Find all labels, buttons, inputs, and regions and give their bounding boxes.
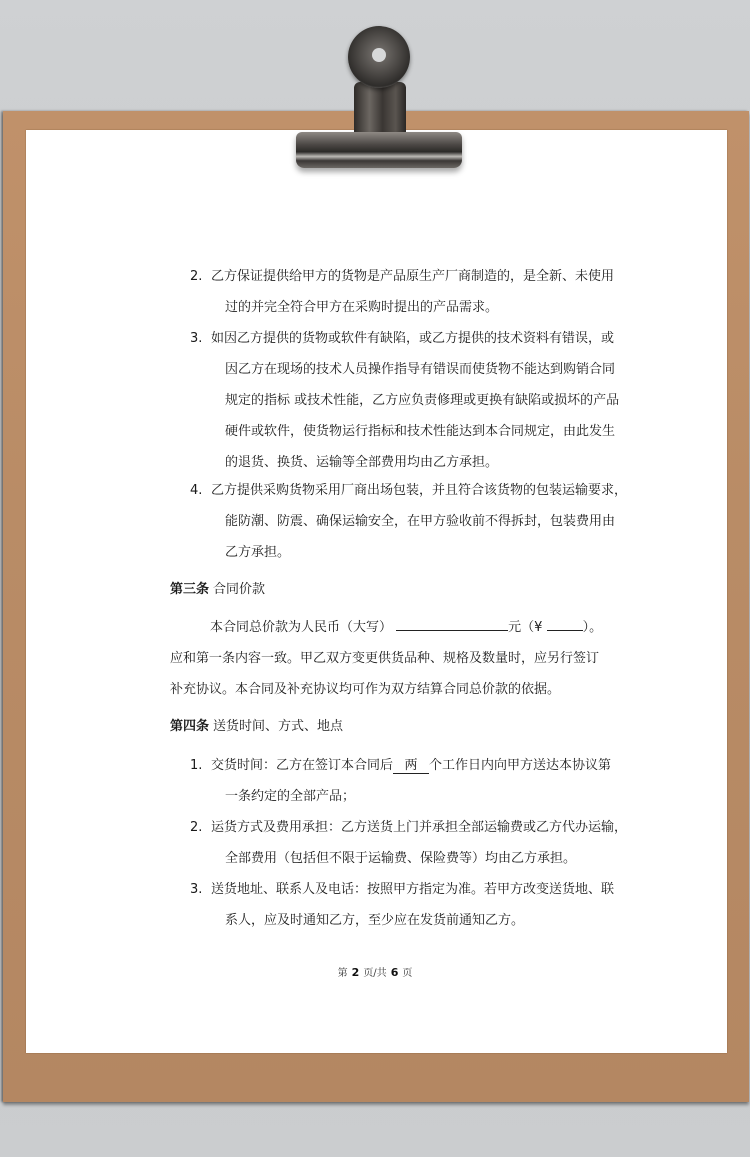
footer-suffix: 页 bbox=[402, 968, 413, 979]
total-pages-number: 6 bbox=[390, 966, 399, 979]
item-line: 乙方提供采购货物采用厂商出场包装，并且符合该货物的包装运输要求， bbox=[211, 483, 628, 498]
item-line: 乙方保证提供给甲方的货物是产品原生产厂商制造的，是全新、未使用 bbox=[211, 269, 615, 284]
current-page-number: 2 bbox=[351, 966, 360, 979]
clause-title: 送货时间、方式、地点 bbox=[213, 719, 344, 734]
item-line: 能防潮、防震、确保运输安全，在甲方验收前不得拆封，包装费用由 bbox=[225, 514, 616, 529]
item-number: 1. bbox=[190, 758, 203, 773]
item-line: 一条约定的全部产品； bbox=[225, 789, 356, 804]
price-words-blank[interactable] bbox=[396, 630, 508, 631]
page-footer bbox=[0, 957, 750, 989]
item-line: 乙方承担。 bbox=[225, 545, 291, 560]
price-prefix: 本合同总价款为人民币（大写） bbox=[210, 620, 393, 635]
item-line: 过的并完全符合甲方在采购时提出的产品需求。 bbox=[225, 300, 499, 315]
item-line: 的退货、换货、运输等全部费用均由乙方承担。 bbox=[225, 455, 499, 470]
clause-label: 第三条 bbox=[170, 582, 210, 597]
delivery-time-suffix: 个工作日内向甲方送达本协议第 bbox=[429, 758, 612, 773]
section-heading-clause3 bbox=[170, 574, 265, 605]
item-line: 系人，应及时通知乙方，至少应在发货前通知乙方。 bbox=[225, 913, 525, 928]
item-line: 运货方式及费用承担：乙方送货上门并承担全部运输费或乙方代办运输， bbox=[211, 820, 628, 835]
price-line bbox=[170, 612, 603, 643]
paragraph-line: 应和第一条内容一致。甲乙双方变更供货品种、规格及数量时，应另行签订 bbox=[170, 651, 600, 666]
item-line: 全部费用（包括但不限于运输费、保险费等）均由乙方承担。 bbox=[225, 851, 577, 866]
item-number: 3. bbox=[190, 882, 203, 897]
price-unit: 元（¥ bbox=[508, 620, 543, 635]
item-number: 2. bbox=[190, 820, 203, 835]
delivery-days-blank[interactable]: 两 bbox=[393, 759, 429, 774]
item-number: 2. bbox=[190, 269, 203, 284]
footer-prefix: 第 bbox=[337, 968, 348, 979]
delivery-time-prefix: 交货时间：乙方在签订本合同后 bbox=[211, 758, 394, 773]
item-line: 送货地址、联系人及电话：按照甲方指定为准。若甲方改变送货地、联 bbox=[211, 882, 615, 897]
item-line: 规定的指标 或技术性能，乙方应负责修理或更换有缺陷或损坏的产品 bbox=[225, 393, 620, 408]
price-paragraph bbox=[170, 612, 603, 705]
item-line: 如因乙方提供的货物或软件有缺陷，或乙方提供的技术资料有错误，或 bbox=[211, 331, 615, 346]
item-number: 3. bbox=[190, 331, 203, 346]
price-suffix: ）。 bbox=[582, 620, 603, 635]
item-line: 硬件或软件，使货物运行指标和技术性能达到本合同规定，由此发生 bbox=[225, 424, 616, 439]
paragraph-line: 补充协议。本合同及补充协议均可作为双方结算合同总价款的依据。 bbox=[170, 682, 561, 697]
item-line: 因乙方在现场的技术人员操作指导有错误而使货物不能达到购销合同 bbox=[225, 362, 616, 377]
item-number: 4. bbox=[190, 483, 203, 498]
footer-middle: 页/共 bbox=[363, 968, 387, 979]
price-number-blank[interactable] bbox=[547, 630, 583, 631]
item-line bbox=[211, 750, 612, 781]
clause-title: 合同价款 bbox=[213, 582, 266, 597]
clause-label: 第四条 bbox=[170, 719, 210, 734]
section-heading-clause4 bbox=[170, 711, 343, 742]
